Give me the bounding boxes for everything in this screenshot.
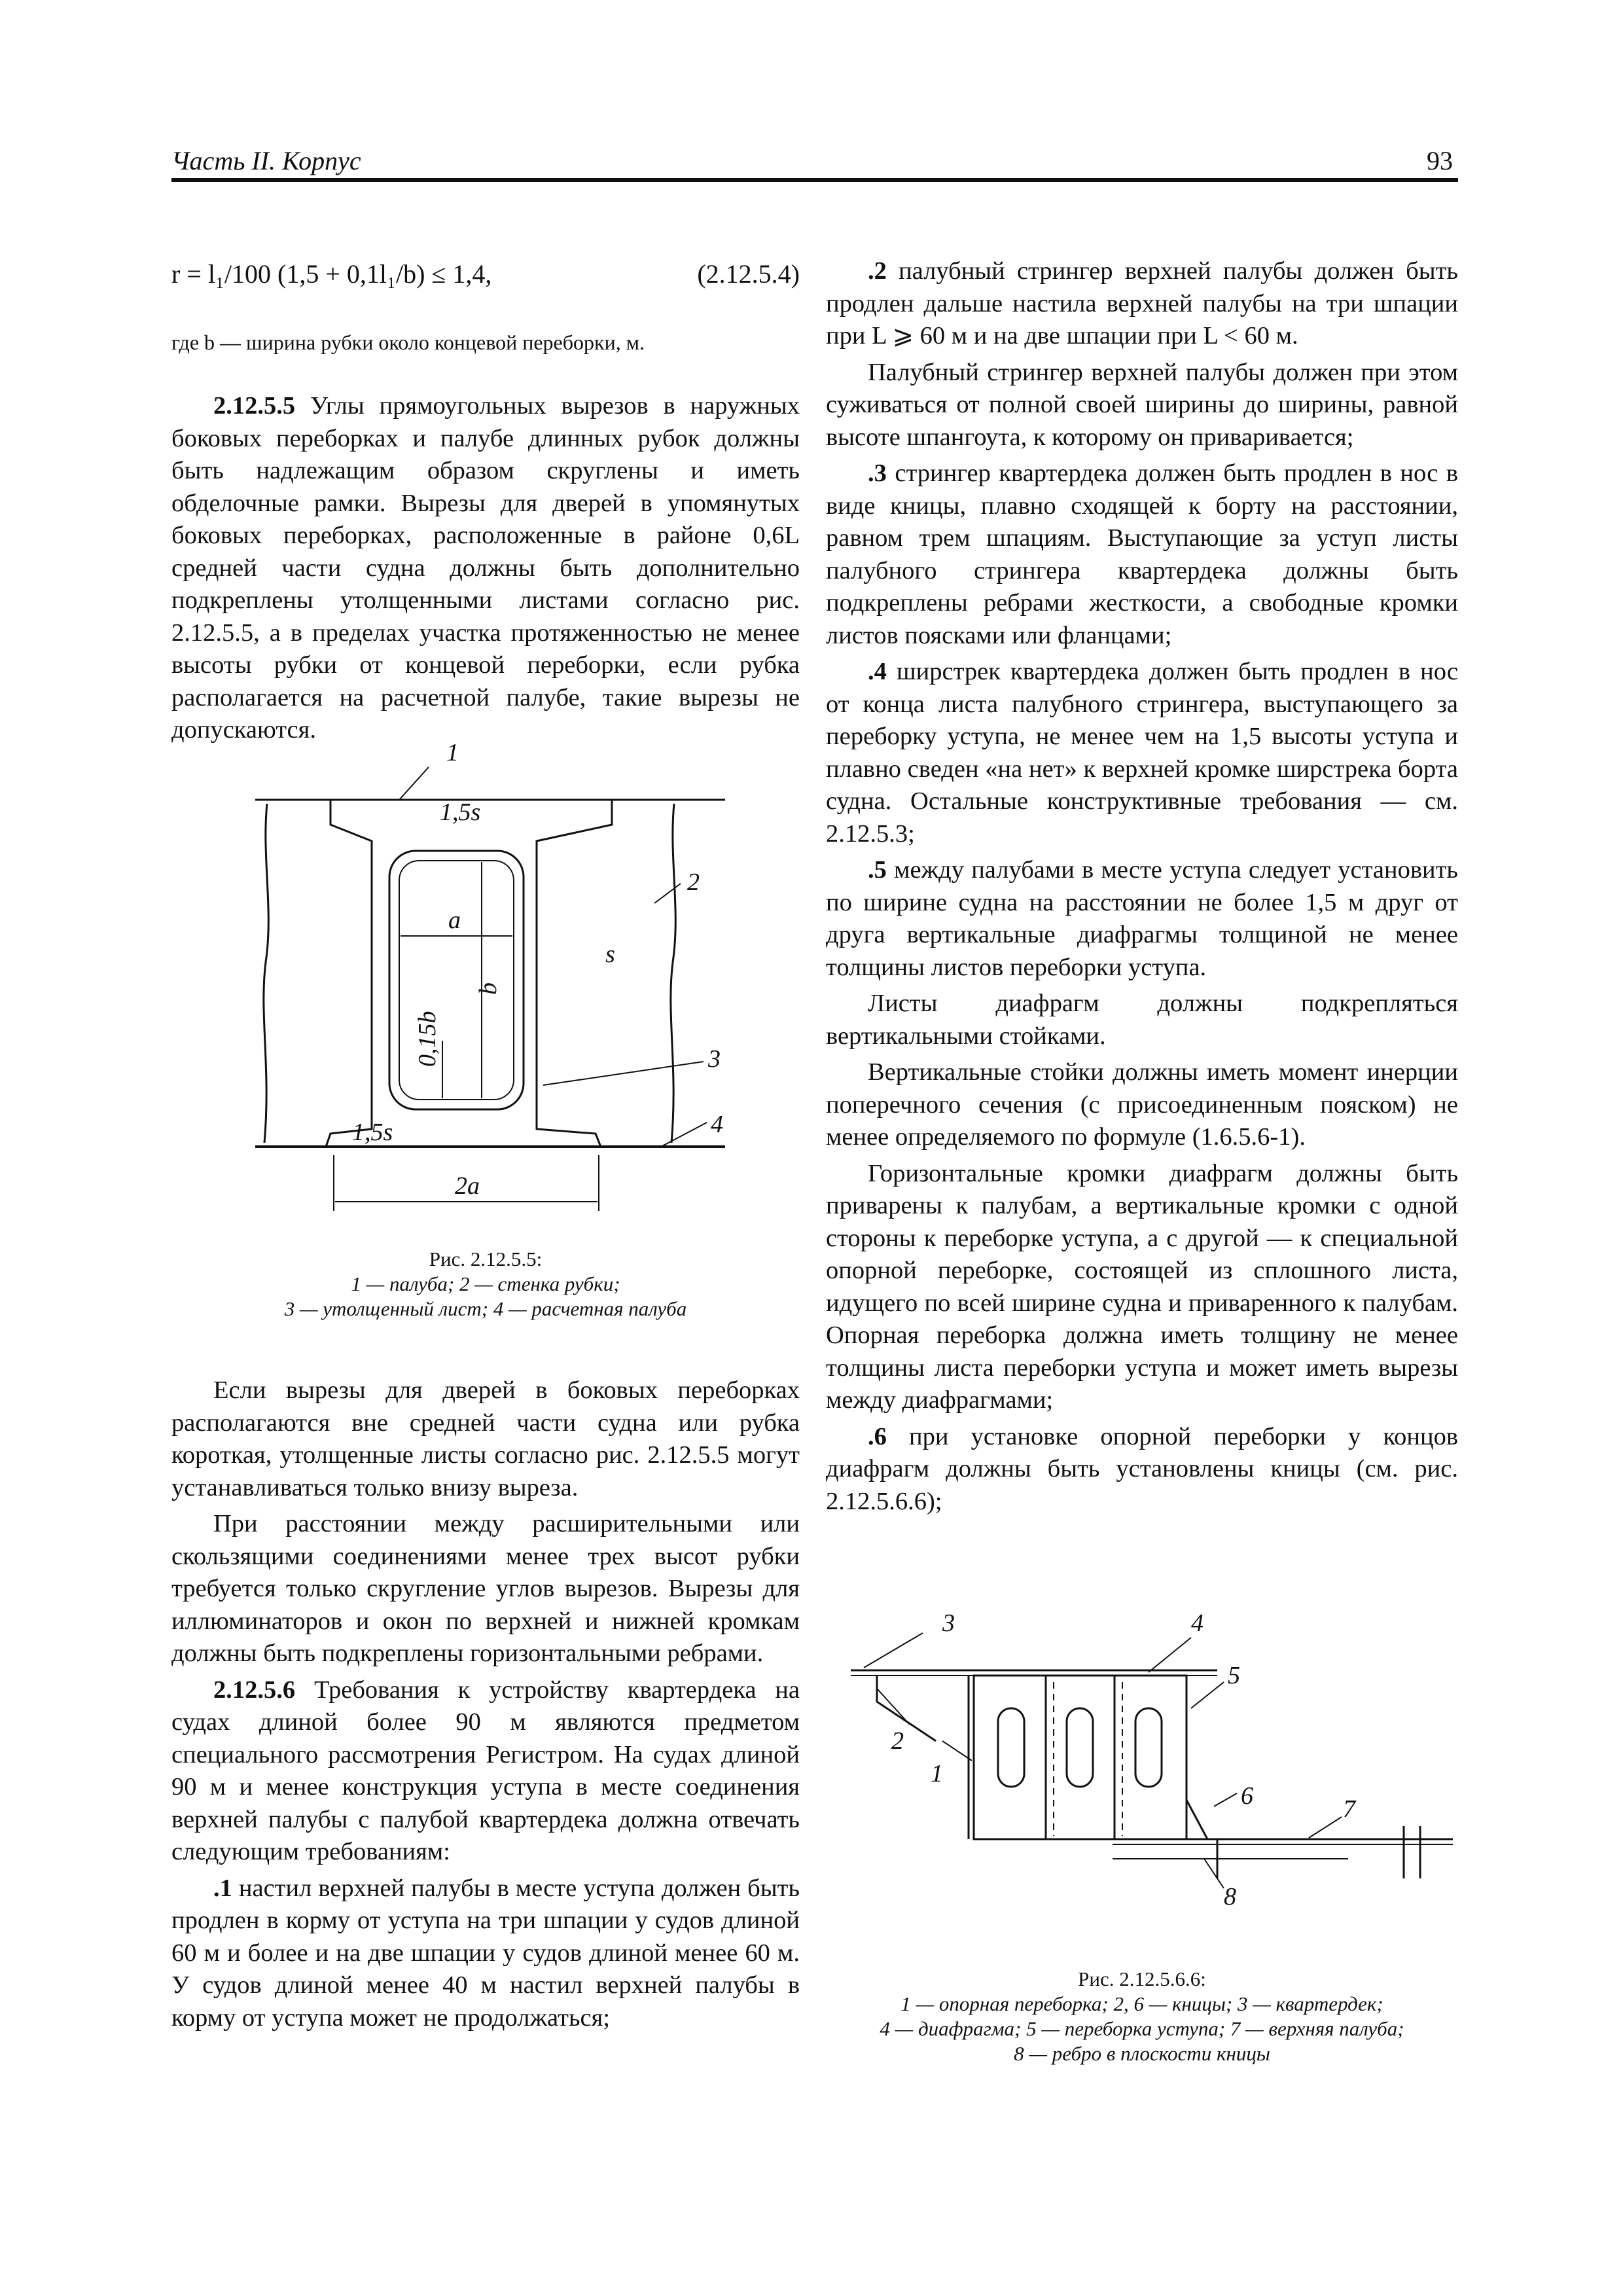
fig1-label-bottom: 1,5s (352, 1119, 393, 1146)
page-number: 93 (1427, 146, 1453, 175)
fig1-label-2: 2 (687, 869, 700, 896)
paragraph-item-2 (826, 255, 1458, 353)
figure-1-caption (171, 1247, 800, 1321)
fig1-label-d: 0,15b (414, 1011, 441, 1067)
paragraph-text: между палубами в месте уступа следует установить по ширине судна на расстоянии не более 1,5 м друг от друга вертикальные диафрагмы толщиной не менее толщины листов переборки уступа. (826, 856, 1458, 981)
paragraph-text: при установке опорной переборки у концов диафрагм должны быть установлены кницы (см. рис. 2.12.5.6.6); (826, 1422, 1458, 1515)
fig1-label-top: 1,5s (440, 798, 481, 826)
running-header: Часть II. Корпус (171, 146, 361, 175)
fig2-label-4: 4 (1191, 1610, 1204, 1637)
caption-title: Рис. 2.12.5.5: (429, 1247, 543, 1270)
section-number: 2.12.5.5 (213, 392, 296, 420)
paragraph-2-12-5-6 (171, 1674, 800, 1869)
paragraph-item-5 (826, 854, 1458, 984)
fig1-label-2a: 2a (455, 1172, 480, 1200)
left-column-top (171, 390, 800, 747)
right-column (826, 255, 1458, 1518)
formula-number: (2.12.5.4) (697, 259, 800, 289)
paragraph-item-1 (171, 1873, 800, 2035)
formula-text: r = l₁/100 (1,5 + 0,1l₁/b) ≤ 1,4, (171, 259, 492, 289)
paragraph-text: стрингер квартердека должен быть продлен в нос в виде кницы, плавно сходящей к борту на расстоянии, равном трем шпациям. Выступающие за уступ листы палубного стрингера квартердека должны быть подкреплены ребрами жесткости, а свободные кромки листов поясками или фланцами; (826, 459, 1458, 649)
paragraph-2-12-5-5 (171, 390, 800, 747)
caption-line: 4 — диафрагма; 5 — переборка уступа; 7 — верхняя палуба; (880, 2017, 1404, 2040)
fig2-label-3: 3 (942, 1610, 955, 1637)
fig1-label-s: s (605, 941, 615, 968)
item-number: .2 (868, 257, 887, 285)
item-number: .5 (868, 856, 887, 884)
item-number: .6 (868, 1422, 887, 1450)
caption-line: 1 — палуба; 2 — стенка рубки; (351, 1272, 620, 1295)
figure-2-12-5-6-6 (851, 1610, 1466, 1911)
fig1-label-a: a (448, 906, 461, 934)
paragraph-text: Требования к устройству квартердека на судах длиной более 90 м являются предметом специального рассмотрения Регистром. На судах длиной 90 м и менее конструкция уступа в месте соединения верхней палубы с палубой квартердека должна отвечать следующим требованиям: (171, 1676, 800, 1865)
fig1-label-4: 4 (711, 1111, 723, 1138)
fig2-label-2: 2 (891, 1727, 904, 1755)
item-number: .3 (868, 459, 887, 487)
left-column-bottom (171, 1374, 800, 2034)
paragraph-text: ширстрек квартердека должен быть продлен в нос от конца листа палубного стрингера, выступающего за переборку уступа, не менее чем на 1,5 высоты уступа и плавно сведен «на нет» к верхней кромке ширстрека борта судна. Остальные конструктивные требования — см. 2.12.5.3; (826, 658, 1458, 848)
paragraph-item-4 (826, 656, 1458, 850)
item-number: .4 (868, 658, 887, 685)
paragraph-item-6 (826, 1421, 1458, 1518)
paragraph: Листы диафрагм должны подкрепляться вертикальными стойками. (826, 990, 1458, 1050)
paragraph: Если вырезы для дверей в боковых переборках располагаются вне средней части судна или рубка короткая, утолщенные листы согласно рис. 2.12.5.5 могут устанавливаться только внизу выреза. (171, 1376, 800, 1501)
paragraph-text: Углы прямоугольных вырезов в наружных боковых переборках и палубе длинных рубок должны быть надлежащим образом скруглены и иметь обделочные рамки. Вырезы для дверей в упомянутых боковых переборках, расположенные в районе 0,6L средней части судна должны быть дополнительно подкреплены утолщенными листами согласно рис. 2.12.5.5, а в пределах участка протяженностью не менее высоты рубки от концевой переборки, если рубка располагается на расчетной палубе, такие вырезы не допускаются. (171, 392, 800, 744)
paragraph: Палубный стрингер верхней палубы должен при этом суживаться от полной своей ширины до ширины, равной высоте шпангоута, к которому он приваривается; (826, 358, 1458, 451)
fig2-label-8: 8 (1224, 1883, 1236, 1910)
fig2-label-1: 1 (931, 1760, 943, 1787)
fig1-label-b: b (474, 982, 502, 995)
figure-2-caption (826, 1967, 1458, 2066)
caption-line: 3 — утолщенный лист; 4 — расчетная палуба (284, 1297, 687, 1320)
paragraph-text: настил верхней палубы в месте уступа должен быть продлен в корму от уступа на три шпации у судов длиной 60 м и более и на две шпации у судов длиной менее 60 м. У судов длиной менее 40 м настил верхней палубы в корму от уступа может не продолжаться; (171, 1874, 800, 2032)
fig1-label-1: 1 (446, 739, 459, 766)
paragraph: Вертикальные стойки должны иметь момент инерции поперечного сечения (с присоединенным пояском) не менее определяемого по формуле (1.6.5.6-1). (826, 1058, 1458, 1151)
fig2-label-7: 7 (1343, 1795, 1355, 1823)
caption-line: 8 — ребро в плоскости кницы (1014, 2042, 1270, 2065)
formula-2-12-5-4 (171, 259, 800, 331)
fig2-label-5: 5 (1228, 1662, 1240, 1689)
paragraph: Горизонтальные кромки диафрагм должны быть приварены к палубам, а вертикальные кромки с одной стороны к переборке уступа, а с другой — к специальной опорной переборке, состоящей из сплошного листа, идущего по всей ширине судна и приваренного к палубам. Опорная переборка должна иметь толщину не менее толщины листа переборки уступа и может иметь вырезы между диафрагмами; (826, 1159, 1458, 1414)
figure-2-12-5-5 (255, 726, 740, 1224)
paragraph-text: палубный стрингер верхней палубы должен быть продлен дальше настила верхней палубы на три шпации при L ⩾ 60 м и на две шпации при L < 60 м. (826, 257, 1458, 350)
caption-title: Рис. 2.12.5.6.6: (1078, 1967, 1206, 1990)
formula-where: где b — ширина рубки около концевой переборки, м. (171, 331, 645, 354)
item-number: .1 (213, 1874, 232, 1902)
caption-line: 1 — опорная переборка; 2, 6 — кницы; 3 — квартердек; (901, 1992, 1383, 2015)
section-number: 2.12.5.6 (213, 1676, 296, 1704)
fig1-label-3: 3 (708, 1045, 721, 1073)
paragraph: При расстоянии между расширительными или скользящими соединениями менее трех высот рубки требуется только скругление углов вырезов. Вырезы для иллюминаторов и окон по верхней и нижней кромкам должны быть подкреплены горизонтальными ребрами. (171, 1510, 800, 1667)
fig2-label-6: 6 (1241, 1782, 1253, 1810)
header-rule (171, 178, 1458, 182)
paragraph-item-3 (826, 457, 1458, 652)
